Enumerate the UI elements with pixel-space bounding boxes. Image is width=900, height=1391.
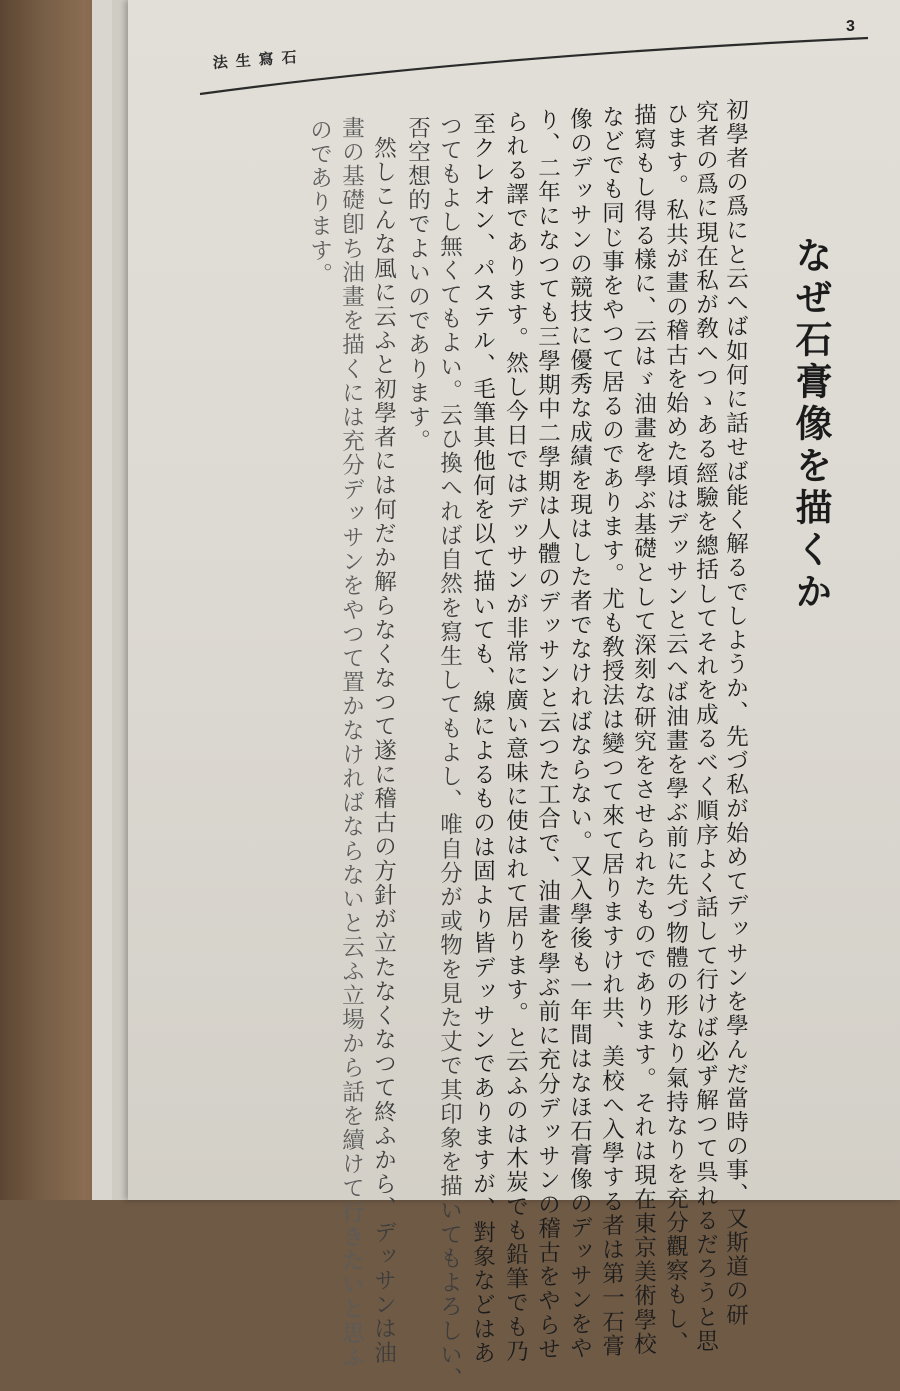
text-column: つてもよし無くてもよい。云ひ換へれば自然を寫生してもよし、唯自分が或物を見た丈で其印象を描いてもよろしい、 [436,114,463,1391]
text-column: り、二年になつても三學期中二學期は人體のデッサンと云つた工合で、油畫を學ぶ前に充分デッサンの稽古をやらせ [534,108,561,1362]
text-column: などでも同じ事をやつて居るのであります。尤も敎授法は變つて來て居りますけれ共、美校へ入學する者は第一石膏 [598,105,625,1359]
chapter-title: なぜ石膏像を描くか [789,236,833,614]
text-column: 像のデッサンの競技に優秀な成績を現はした者でなければならない。又入學後も一年間はなほ石膏像のデッサンをや [566,107,593,1361]
text-column: のであります。 [306,118,333,287]
text-column: 初學者の爲にと云へば如何に話せば能く解るでしようか、先づ私が始めてデッサンを學んだ當時の事、又斯道の研 [722,98,749,1328]
text-column: 否空想的でよいのであります。 [404,116,431,454]
text-column: 究者の爲に現在私が敎へつゝある經驗を總括してそれを成るべく順序よく話して行けば必ず解つて呉れるだろうと思 [692,100,719,1354]
text-column: 畫の基礎卽ち油畫を描くには充分デッサンをやつて置かなければならないと云ふ立場から話を續けて行きたいと思ふ [338,116,365,1370]
text-column: られる譯であります。然し今日ではデッサンが非常に廣い意味に使はれて居ります。と云ふのは木炭でも鉛筆でも乃 [502,110,529,1364]
text-column: 然しこんな風に云ふと初學者には何だか解らなくなつて遂に稽古の方針が立たなくなつて終ふから、デッサンは油 [370,136,397,1366]
header-rule-line [0,0,900,120]
page-number: 3 [846,18,855,35]
text-column: 至クレオン、パステル、毛筆其他何を以て描いても、線によるものは固より皆デッサンでありますが、對象などはあ [469,112,496,1366]
running-head: 法生寫石 [212,47,306,72]
text-column: 描寫もし得る樣に、云はゞ油畫を學ぶ基礎として深刻な研究をさせられたものであります。それは現在東京美術學校 [630,103,657,1357]
text-column: ひます。私共が畫の稽古を始めた頃はデッサンと云へば油畫を學ぶ前に先づ物體の形なり氣持なりを充分觀察もし、 [662,102,689,1356]
